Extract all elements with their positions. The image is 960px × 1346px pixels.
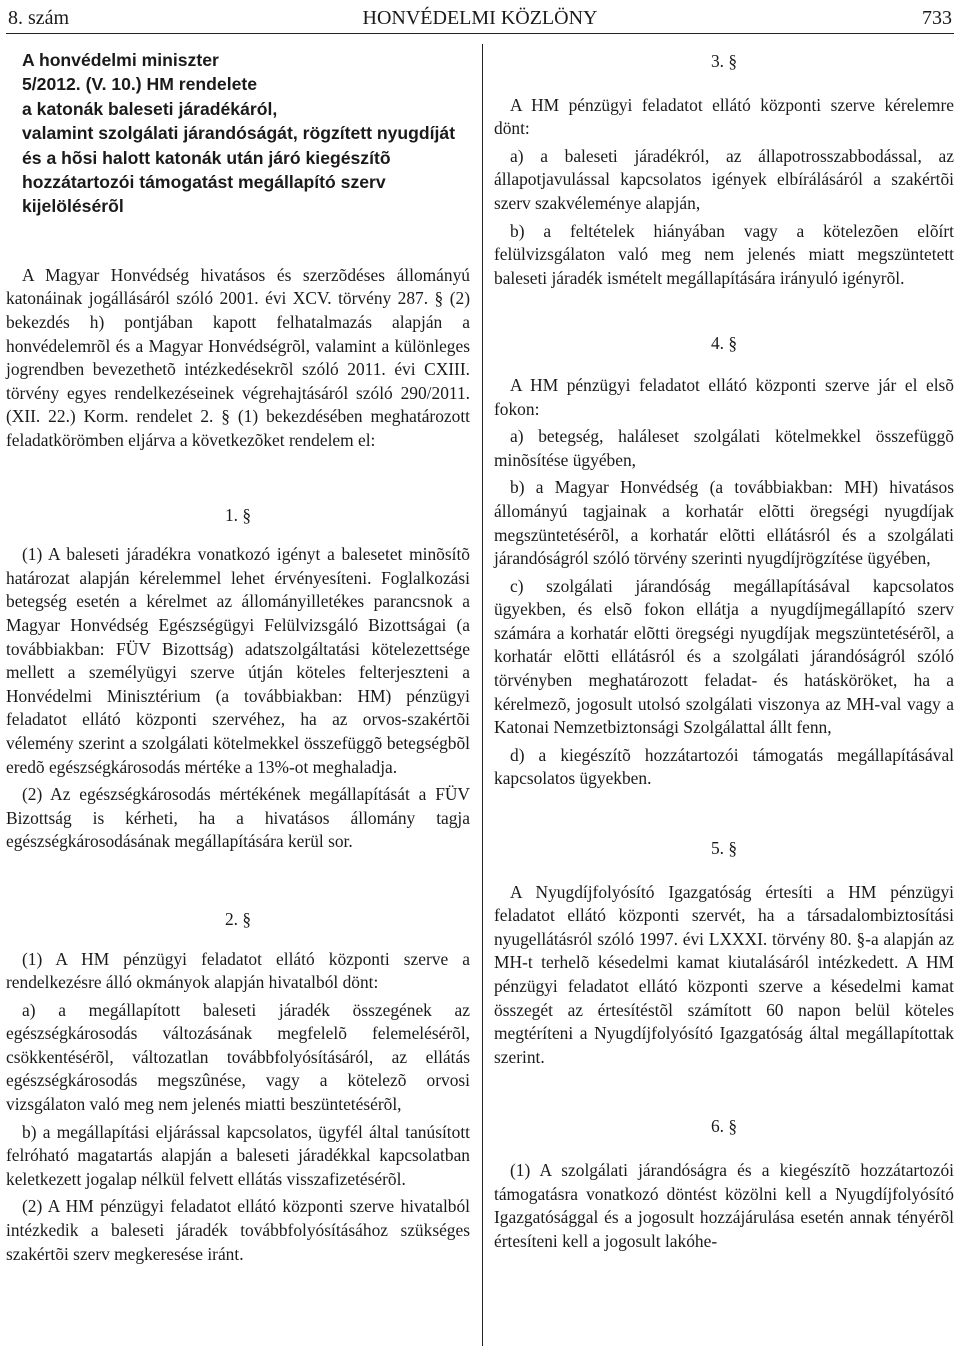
title-line: a katonák baleseti járadékáról, <box>22 98 278 119</box>
section-4-paragraph: d) a kiegészítõ hozzátartozói támogatás megállapításával kapcsolatos ügyekben. <box>494 744 954 789</box>
section-3-paragraph: b) a feltételek hiányában vagy a kötelezõen elõírt felülvizsgálaton való meg nem jelenés miatt megszüntetett baleseti járadék ismételt megállapítására irányuló igényrõl. <box>494 220 954 288</box>
section-3-paragraph: a) a baleseti járadékról, az állapotrosszabbodással, az állapotjavulással kapcsolatos igények elbírálásáról a szakértõi szerv szakvéleménye alapján, <box>494 145 954 213</box>
title-line: és a hõsi halott katonák után járó kiegészítõ <box>22 147 391 168</box>
section-heading-5: 5. § <box>710 838 738 859</box>
section-4-paragraph: A HM pénzügyi feladatot ellátó központi szerve jár el elsõ fokon: <box>494 374 954 419</box>
section-2-paragraph: (2) A HM pénzügyi feladatot ellátó központi szerve hivatalból intézkedik a baleseti járadék továbbfolyósításához szükséges szakértõi szerv megkeresése iránt. <box>6 1196 470 1264</box>
section-4-paragraph: c) szolgálati járandóság megállapításával kapcsolatos ügyekben, és elsõ fokon ellátja a nyugdíjmegállapító szerv számára a korhatár elõtti öregségi nyugdíjak megszüntetésérõl, a korhatár elõtti ellátásról és a szolgálati járandóságról szóló törvényben meghatározott feladat- és hatásköröket, ha a kérelmezõ, jogosult utolsó szolgálati viszonya az MH-val vagy a Katonai Nemzetbiztonsági Szolgálattal állt fenn, <box>494 575 954 738</box>
title-line: kijelölésérõl <box>22 196 124 217</box>
right-column <box>494 44 954 1253</box>
section-heading-3: 3. § <box>710 51 738 71</box>
section-heading-1: 1. § <box>224 504 252 525</box>
section-4-paragraph: a) betegség, haláleset szolgálati kötelmekkel összefüggõ minõsítése ügyében, <box>494 426 954 470</box>
section-5-paragraph: A Nyugdíjfolyósító Igazgatóság értesíti a HM pénzügyi feladatot ellátó központi szervét, ha a társadalombiztosítási nyugellátásról szóló 1997. évi LXXXI. törvény 80. §-a alapján az MH-t terhelõ késedelmi kamat kiutalásáról intézkedett. A HM pénzügyi feladatot ellátó központi szerve a késedelmi kamat összegét az értesítéstõl számított 60 napon belül köteles megtéríteni a Nyugdíjfolyósító Igazgatóság által megállapítottak szerint. <box>494 881 954 1067</box>
preamble: A Magyar Honvédség hivatásos és szerzõdéses állományú katonáinak jogállásáról szóló 2001. évi XCV. törvény 287. § (2) bekezdés h) pontjában kapott felhatalmazás alapján a honvédelemrõl és a Magyar Honvédségrõl, valamint a különleges jogrendben bevezethetõ intézkedésekrõl szóló 2011. évi CXIII. törvény egyes rendelkezéseinek végrehajtásáról szóló 290/2011. (XII. 22.) Korm. rendelet 2. § (1) bekezdésében meghatározott feladatkörömben eljárva a következõket rendelem el: <box>6 264 470 450</box>
section-heading-4: 4. § <box>710 333 738 354</box>
section-1-paragraph: (1) A baleseti járadékra vonatkozó igényt a balesetet minõsítõ határozat alapján kérelemmel lehet érvényesíteni. Foglalkozási betegség esetén a kérelmet az állományilletékes parancsnok a Magyar Honvédség Egészségügyi Felülvizsgáló Bizottságai (a továbbiakban: FÜV Bizottság) adatszolgáltatási kötelezettsége mellett a személyügyi szerve útján köteles felterjeszteni a Honvédelmi Minisztérium (a továbbiakban: HM) pénzügyi feladatot ellátó központi szervéhez, ha az orvos-szakértõi vélemény szerint a szolgálati kötelmekkel összefüggõ betegségbõl eredõ egészségkárosodás mértéke a 13%-ot meghaladja. <box>6 544 470 777</box>
column-divider <box>482 44 483 1346</box>
journal-title: HONVÉDELMI KÖZLÖNY <box>362 7 598 29</box>
section-1-paragraph: (2) Az egészségkárosodás mértékének megállapítását a FÜV Bizottság is kérheti, ha a hivatásos állomány tagja egészségkárosodásának megállapítására kerül sor. <box>6 784 470 852</box>
decree-title <box>6 48 470 219</box>
issue-number: 8. szám <box>8 7 70 29</box>
section-2-paragraph: b) a megállapítási eljárással kapcsolatos, ügyfél által tanúsított felróható magatartás alapján a baleseti járadékkal kapcsolatban keletkezett jogalap nélkül felvett ellátás visszafizetésérõl. <box>6 1121 470 1189</box>
section-2-paragraph: (1) A HM pénzügyi feladatot ellátó központi szerve a rendelkezésre álló okmányok alapján hivatalból dönt: <box>6 948 470 993</box>
section-6-paragraph: (1) A szolgálati járandóságra és a kiegészítõ hozzátartozói támogatásra vonatkozó döntést közölni kell a Nyugdíjfolyósító Igazgatósággal és a jogosult hozzájárulása esetén annak tényérõl értesíteni kell a jogosult lakóhe- <box>494 1159 954 1251</box>
section-4-paragraph: b) a Magyar Honvédség (a továbbiakban: MH) hivatásos állományú tagjainak a korhatár elõtti öregségi nyugdíjak megszüntetésérõl, a korhatár elõtti ellátásról és a szolgálati járandóságról szóló törvény szerinti nyugdíjrögzítése ügyében, <box>494 477 954 569</box>
page-number: 733 <box>922 7 952 29</box>
section-heading-6: 6. § <box>710 1116 738 1137</box>
title-line: 5/2012. (V. 10.) HM rendelete <box>22 74 258 95</box>
title-line: hozzátartozói támogatást megállapító szerv <box>22 172 386 193</box>
section-3-paragraph: A HM pénzügyi feladatot ellátó központi szerve kérelemre dönt: <box>494 94 954 139</box>
section-2-paragraph: a) a megállapított baleseti járadék összegének az egészségkárosodás változásának megfelelõ felemelésérõl, csökkentésérõl, változatlan továbbfolyósításáról, az ellátás egészségkárosodás megszûnése, vagy a kötelezõ orvosi vizsgálaton való meg nem jelenés miatti beszüntetésérõl, <box>6 999 470 1115</box>
section-heading-2: 2. § <box>224 908 252 929</box>
left-column <box>6 44 470 1266</box>
page-header <box>6 2 954 34</box>
title-line: A honvédelmi miniszter <box>22 50 219 70</box>
title-line: valamint szolgálati járandóságát, rögzített nyugdíját <box>22 123 456 144</box>
